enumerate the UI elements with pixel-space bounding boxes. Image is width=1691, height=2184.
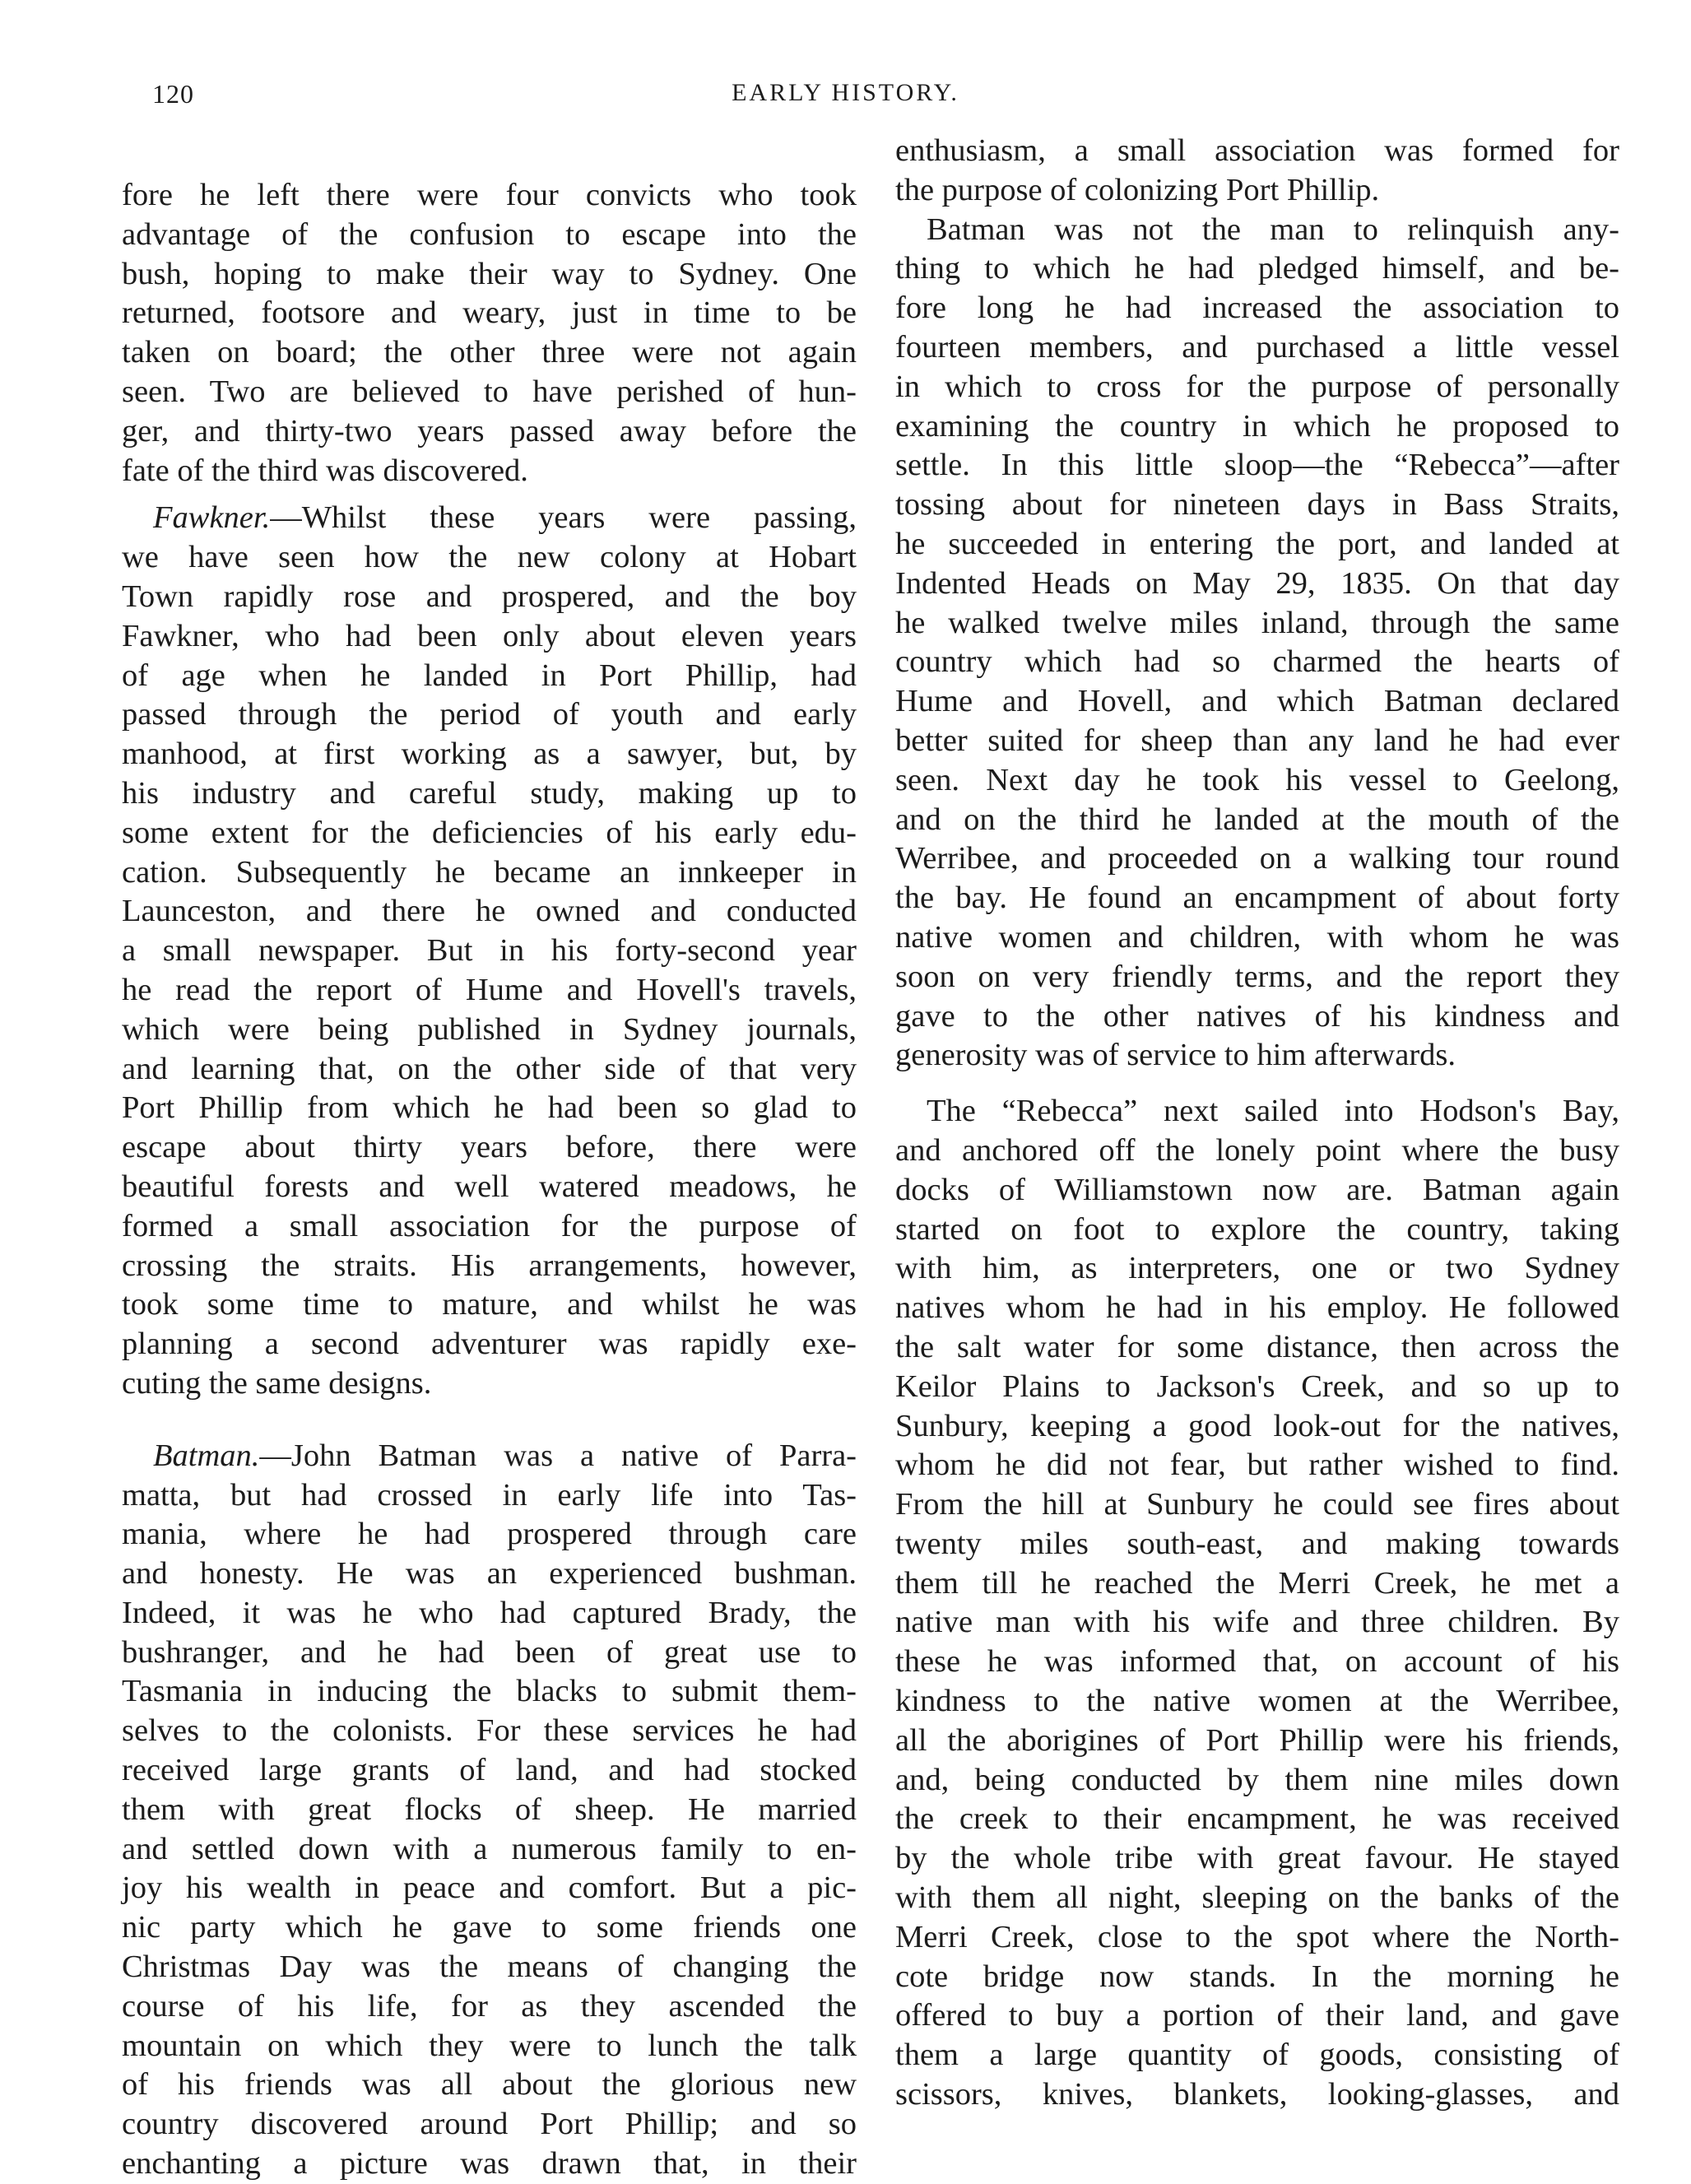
text-line (122, 333, 857, 373)
text-line (895, 1800, 1619, 1839)
text-line (122, 853, 857, 893)
line-text: in which to cross for the purpose of personally (895, 369, 1619, 404)
line-text: which were being published in Sydney journals, (122, 1011, 857, 1047)
line-text: and anchored off the lonely point where the busy (895, 1132, 1619, 1168)
text-line (122, 1751, 857, 1791)
text-line (895, 486, 1619, 525)
text-line (895, 604, 1619, 644)
line-text: Launceston, and there he owned and conducted (122, 894, 857, 929)
text-line (895, 368, 1619, 407)
text-line (895, 997, 1619, 1037)
paragraph (122, 499, 857, 1403)
line-text: Sunbury, keeping a good look-out for the natives, (895, 1408, 1619, 1443)
line-text: Batman was not the man to relinquish any- (927, 211, 1619, 247)
line-text: cuting the same designs. (122, 1365, 432, 1401)
line-text: he read the report of Hume and Hovell's travels, (122, 972, 857, 1007)
line-text: started on foot to explore the country, taking (895, 1211, 1619, 1247)
line-text: the creek to their encampment, he was received (895, 1801, 1619, 1837)
line-text: From the hill at Sunbury he could see fires about (895, 1487, 1619, 1522)
text-line (895, 839, 1619, 879)
text-line (122, 1011, 857, 1050)
line-text: joy his wealth in peace and comfort. But a pic- (122, 1870, 857, 1906)
line-text: —Whilst these years were passing, (270, 500, 857, 536)
line-text: gave to the other natives of his kindness and (895, 998, 1619, 1034)
text-line (122, 617, 857, 657)
line-text: fore long he had increased the association to (895, 290, 1619, 326)
line-text: country which had so charmed the hearts of (895, 644, 1619, 680)
line-text: beautiful forests and well watered meadows, he (122, 1169, 857, 1204)
text-line (895, 446, 1619, 486)
paragraph (122, 1437, 857, 2184)
text-line (895, 1879, 1619, 1918)
text-line (122, 695, 857, 735)
running-title: EARLY HISTORY. (732, 79, 959, 106)
line-text: course of his life, for as they ascended the (122, 1988, 857, 2024)
line-text: and honesty. He was an experienced bushman. (122, 1556, 857, 1592)
text-line (122, 499, 857, 538)
line-text: examining the country in which he proposed to (895, 408, 1619, 444)
text-line (895, 1210, 1619, 1250)
line-text: he succeeded in entering the port, and landed at (895, 526, 1619, 561)
line-text: we have seen how the new colony at Hobart (122, 540, 857, 575)
line-text: manhood, at first working as a sawyer, but, by (122, 737, 857, 772)
text-line (122, 578, 857, 617)
line-text: mania, where he had prospered through care (122, 1517, 857, 1552)
text-line (895, 171, 1619, 211)
line-text: them a large quantity of goods, consisting of (895, 2038, 1619, 2073)
line-text: and learning that, on the other side of that very (122, 1051, 857, 1086)
line-text: the purpose of colonizing Port Phillip. (895, 172, 1380, 207)
text-line (122, 1364, 857, 1404)
text-line (122, 1830, 857, 1870)
text-line (122, 657, 857, 696)
text-line (895, 879, 1619, 918)
line-text: his industry and careful study, making up to (122, 775, 857, 811)
line-text: some extent for the deficiencies of his early edu- (122, 815, 857, 850)
line-text: ger, and thirty-two years passed away before the (122, 413, 857, 448)
text-line (895, 1171, 1619, 1210)
text-line (895, 565, 1619, 604)
text-line (122, 412, 857, 452)
text-line (895, 1918, 1619, 1958)
text-line (895, 132, 1619, 171)
text-line (122, 452, 857, 491)
line-text: scissors, knives, blankets, looking-glasses, and (895, 2077, 1619, 2112)
text-line (895, 1368, 1619, 1407)
text-line (122, 814, 857, 853)
line-text: nic party which he gave to some friends one (122, 1910, 857, 1945)
line-text: thing to which he had pledged himself, and be- (895, 251, 1619, 286)
text-line (895, 682, 1619, 722)
paragraph (895, 132, 1619, 211)
text-line (122, 1672, 857, 1712)
text-line (895, 1839, 1619, 1879)
text-line (122, 538, 857, 578)
line-text: kindness to the native women at the Werribee, (895, 1684, 1619, 1719)
text-line (122, 1247, 857, 1286)
text-line (895, 1249, 1619, 1289)
text-line (895, 761, 1619, 801)
line-text: Christmas Day was the means of changing the (122, 1949, 857, 1985)
line-text: enthusiasm, a small association was formed for (895, 133, 1619, 168)
line-text: and, being conducted by them nine miles down (895, 1762, 1619, 1797)
text-line (122, 1089, 857, 1128)
paragraph (895, 1092, 1619, 2115)
text-line (895, 1485, 1619, 1525)
text-line (895, 918, 1619, 958)
text-line (122, 1207, 857, 1247)
text-line (895, 1603, 1619, 1643)
text-line (895, 1682, 1619, 1722)
text-line (895, 1958, 1619, 1997)
text-line (895, 722, 1619, 761)
line-text: natives whom he had in his employ. He followed (895, 1290, 1619, 1326)
text-line (122, 1128, 857, 1168)
line-text: Tasmania in inducing the blacks to submit them- (122, 1674, 857, 1709)
line-text: tossing about for nineteen days in Bass Straits, (895, 487, 1619, 523)
text-line (895, 1092, 1619, 1131)
line-text: fate of the third was discovered. (122, 453, 528, 488)
text-line (122, 1869, 857, 1908)
line-text: them with great flocks of sheep. He married (122, 1791, 857, 1827)
text-line (895, 2075, 1619, 2115)
line-text: planning a second adventurer was rapidly exe- (122, 1327, 857, 1362)
text-line (895, 1761, 1619, 1801)
line-text: cote bridge now stands. In the morning he (895, 1959, 1619, 1994)
text-line (122, 216, 857, 255)
section-heading: Fawkner. (153, 500, 271, 536)
text-line (122, 176, 857, 216)
line-text: and settled down with a numerous family to en- (122, 1831, 857, 1866)
text-line (895, 211, 1619, 250)
text-line (895, 407, 1619, 447)
section-heading: Batman. (153, 1438, 260, 1473)
text-line (122, 1594, 857, 1633)
right-column (895, 132, 1619, 2115)
line-text: passed through the period of youth and early (122, 697, 857, 732)
line-text: The “Rebecca” next sailed into Hodson's Bay, (927, 1094, 1619, 1129)
text-line (895, 289, 1619, 328)
text-line (895, 1446, 1619, 1485)
paragraph (895, 211, 1619, 1076)
text-line (895, 525, 1619, 565)
line-text: generosity was of service to him afterwards. (895, 1038, 1456, 1073)
text-line (122, 1285, 857, 1325)
line-text: Indeed, it was he who had captured Brady, the (122, 1595, 857, 1630)
line-text: fourteen members, and purchased a little vessel (895, 329, 1619, 365)
line-text: by the whole tribe with great favour. He stayed (895, 1841, 1619, 1876)
line-text: mountain on which they were to lunch the talk (122, 2028, 857, 2063)
text-line (895, 328, 1619, 368)
line-text: Keilor Plains to Jackson's Creek, and so up to (895, 1368, 1619, 1404)
text-line (122, 255, 857, 295)
line-text: —John Batman was a native of Parra- (259, 1438, 857, 1473)
text-line (895, 1289, 1619, 1328)
text-line (122, 294, 857, 333)
line-text: settle. In this little sloop—the “Rebecca”—after (895, 448, 1619, 483)
text-line (122, 1712, 857, 1751)
line-text: took some time to mature, and whilst he was (122, 1287, 857, 1322)
text-line (122, 2145, 857, 2184)
line-text: native women and children, with whom he was (895, 919, 1619, 955)
line-text: soon on very friendly terms, and the report they (895, 959, 1619, 994)
line-text: a small newspaper. But in his forty-second year (122, 933, 857, 969)
line-text: of his friends was all about the glorious new (122, 2067, 857, 2103)
line-text: of age when he landed in Port Phillip, had (122, 658, 857, 693)
line-text: them till he reached the Merri Creek, he met a (895, 1565, 1619, 1601)
page-number: 120 (152, 79, 194, 109)
line-text: whom he did not fear, but rather wished to find. (895, 1447, 1619, 1483)
line-text: taken on board; the other three were not again (122, 335, 857, 370)
line-text: Werribee, and proceeded on a walking tour round (895, 841, 1619, 876)
line-text: country discovered around Port Phillip; and so (122, 2107, 857, 2142)
text-line (122, 2066, 857, 2105)
line-text: offered to buy a portion of their land, and gave (895, 1998, 1619, 2033)
text-line (122, 1476, 857, 1516)
line-text: docks of Williamstown now are. Batman again (895, 1172, 1619, 1207)
line-text: fore he left there were four convicts who took (122, 178, 857, 212)
line-text: these he was informed that, on account of his (895, 1644, 1619, 1680)
text-line (895, 249, 1619, 289)
text-line (122, 2105, 857, 2145)
line-text: Hume and Hovell, and which Batman declared (895, 684, 1619, 719)
line-text: received large grants of land, and had stocked (122, 1753, 857, 1788)
text-line (895, 2036, 1619, 2075)
text-line (895, 1131, 1619, 1171)
text-line (122, 2027, 857, 2066)
line-text: twenty miles south-east, and making towards (895, 1526, 1619, 1561)
text-line (122, 971, 857, 1011)
text-line (122, 1325, 857, 1364)
line-text: the salt water for some distance, then across the (895, 1329, 1619, 1364)
line-text: Town rapidly rose and prospered, and the boy (122, 579, 857, 614)
text-line (122, 1437, 857, 1476)
line-text: Port Phillip from which he had been so glad to (122, 1090, 857, 1126)
line-text: Indented Heads on May 29, 1835. On that day (895, 565, 1619, 601)
text-line (122, 1987, 857, 2027)
text-line (895, 643, 1619, 682)
line-text: bush, hoping to make their way to Sydney. One (122, 256, 857, 291)
text-line (122, 1554, 857, 1594)
line-text: returned, footsore and weary, just in time to be (122, 295, 857, 331)
text-line (122, 1791, 857, 1830)
line-text: Fawkner, who had been only about eleven years (122, 618, 857, 653)
line-text: cation. Subsequently he became an innkeeper in (122, 854, 857, 890)
line-text: seen. Next day he took his vessel to Geelong, (895, 762, 1619, 797)
line-text: better suited for sheep than any land he had ever (895, 723, 1619, 758)
text-line (895, 1328, 1619, 1368)
line-text: Merri Creek, close to the spot where the North- (895, 1919, 1619, 1954)
line-text: seen. Two are believed to have perished of hun- (122, 374, 857, 409)
text-line (122, 774, 857, 814)
text-line (895, 1564, 1619, 1604)
text-line (122, 1948, 857, 1987)
line-text: with them all night, sleeping on the banks of the (895, 1880, 1619, 1916)
text-line (895, 1996, 1619, 2036)
line-text: selves to the colonists. For these services he had (122, 1713, 857, 1749)
line-text: and on the third he landed at the mouth of the (895, 802, 1619, 837)
line-text: enchanting a picture was drawn that, in their (122, 2146, 857, 2182)
paragraph (122, 176, 857, 490)
text-line (895, 1643, 1619, 1682)
text-line (895, 801, 1619, 840)
line-text: formed a small association for the purpose of (122, 1208, 857, 1243)
text-line (895, 1036, 1619, 1076)
line-text: crossing the straits. His arrangements, however, (122, 1248, 857, 1283)
text-line (895, 958, 1619, 997)
line-text: matta, but had crossed in early life into Tas- (122, 1477, 857, 1513)
text-line (895, 1525, 1619, 1564)
text-line (122, 373, 857, 412)
text-line (122, 1050, 857, 1090)
line-text: all the aborigines of Port Phillip were his friends, (895, 1722, 1619, 1758)
text-line (122, 932, 857, 971)
line-text: the bay. He found an encampment of about forty (895, 881, 1619, 916)
text-line (895, 1722, 1619, 1761)
text-line (122, 1168, 857, 1207)
line-text: bushranger, and he had been of great use to (122, 1634, 857, 1670)
text-line (122, 1908, 857, 1948)
text-line (122, 1515, 857, 1554)
left-column (122, 176, 857, 2184)
line-text: escape about thirty years before, there were (122, 1130, 857, 1165)
text-line (895, 1407, 1619, 1447)
text-line (122, 735, 857, 774)
line-text: advantage of the confusion to escape into the (122, 216, 857, 252)
text-line (122, 892, 857, 932)
line-text: native man with his wife and three children. By (895, 1605, 1619, 1640)
line-text: he walked twelve miles inland, through the same (895, 605, 1619, 640)
line-text: with him, as interpreters, one or two Sydney (895, 1251, 1619, 1286)
text-line (122, 1633, 857, 1673)
